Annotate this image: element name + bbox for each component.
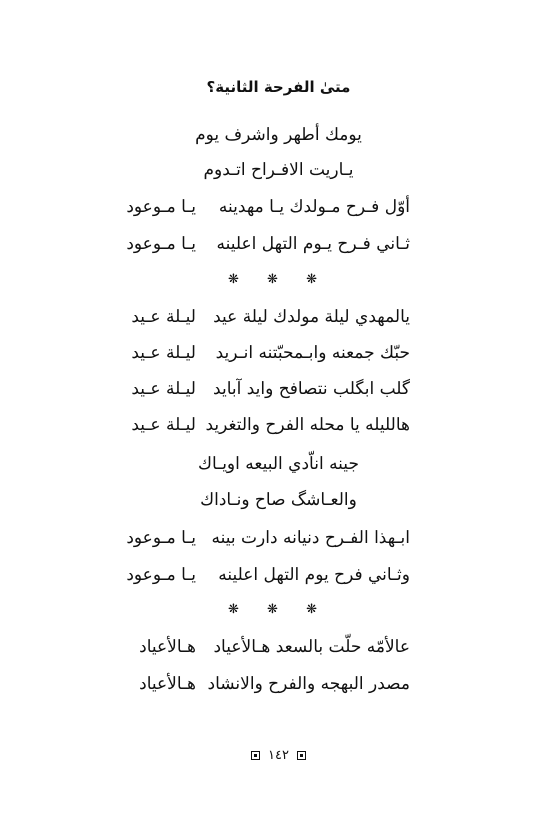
verse-refrain: ليـلة عـيد [131,379,196,399]
verse-pair [0,636,557,658]
verse-refrain: يـا مـوعود [126,197,196,217]
verse-refrain: هـالأعياد [139,674,196,694]
square-ornament-icon [297,751,306,760]
verse-pair [0,233,557,255]
verse-center-line: والعـاشگ صاح ونـاداك [200,490,357,510]
verse-text: يالمهدي ليلة مولدك ليلة عيد [213,307,410,327]
verse-refrain: ليـلة عـيد [131,415,196,435]
verse-pair [0,527,557,549]
verse-refrain: يـا مـوعود [126,565,196,585]
verse-refrain: يـا مـوعود [126,234,196,254]
poem-title: متىٰ الفرحة الثانية؟ [206,78,351,96]
verse-pair [0,196,557,218]
verse-pair [0,306,557,328]
verse-text: ابـهذا الفـرح دنيانه دارت بينه [211,528,410,548]
verse-pair [0,673,557,695]
page-number: ١٤٢ [268,748,289,763]
verse-text: عالأمّه حلّت بالسعد هـالأعياد [213,637,410,657]
verse-pair [0,378,557,400]
verse-center-line: يـاريت الافـراح اتـدوم [203,160,354,180]
star-separator: ❋ ❋ ❋ [228,272,329,287]
star-separator: ❋ ❋ ❋ [228,602,329,617]
verse-center-line: جينه اناّدي البيعه اويـاك [198,454,359,474]
verse-text: أوّل فـرح مـولدك يـا مهدينه [218,197,410,217]
page-footer [0,748,557,763]
verse-pair [0,342,557,364]
verse-text: وثـاني فرح يوم التهل اعلينه [218,565,410,585]
verse-pair [0,414,557,436]
verse-text: گلب ابگلب نتصافح وايد آبايد [213,379,410,399]
verse-pair [0,564,557,586]
verse-text: ثـاني فـرح يـوم التهل اعلينه [216,234,410,254]
verse-text: حبّك جمعنه وابـمحبّتنه انـريد [215,343,410,363]
verse-text: مصدر البهجه والفرح والانشاد [207,674,410,694]
verse-center-line: يومك أطهر واشرف يوم [195,125,362,145]
verse-refrain: يـا مـوعود [126,528,196,548]
verse-refrain: ليـلة عـيد [131,307,196,327]
verse-refrain: ليـلة عـيد [131,343,196,363]
square-ornament-icon [251,751,260,760]
verse-text: هالليله يا محله الفرح والتغريد [205,415,410,435]
verse-refrain: هـالأعياد [139,637,196,657]
